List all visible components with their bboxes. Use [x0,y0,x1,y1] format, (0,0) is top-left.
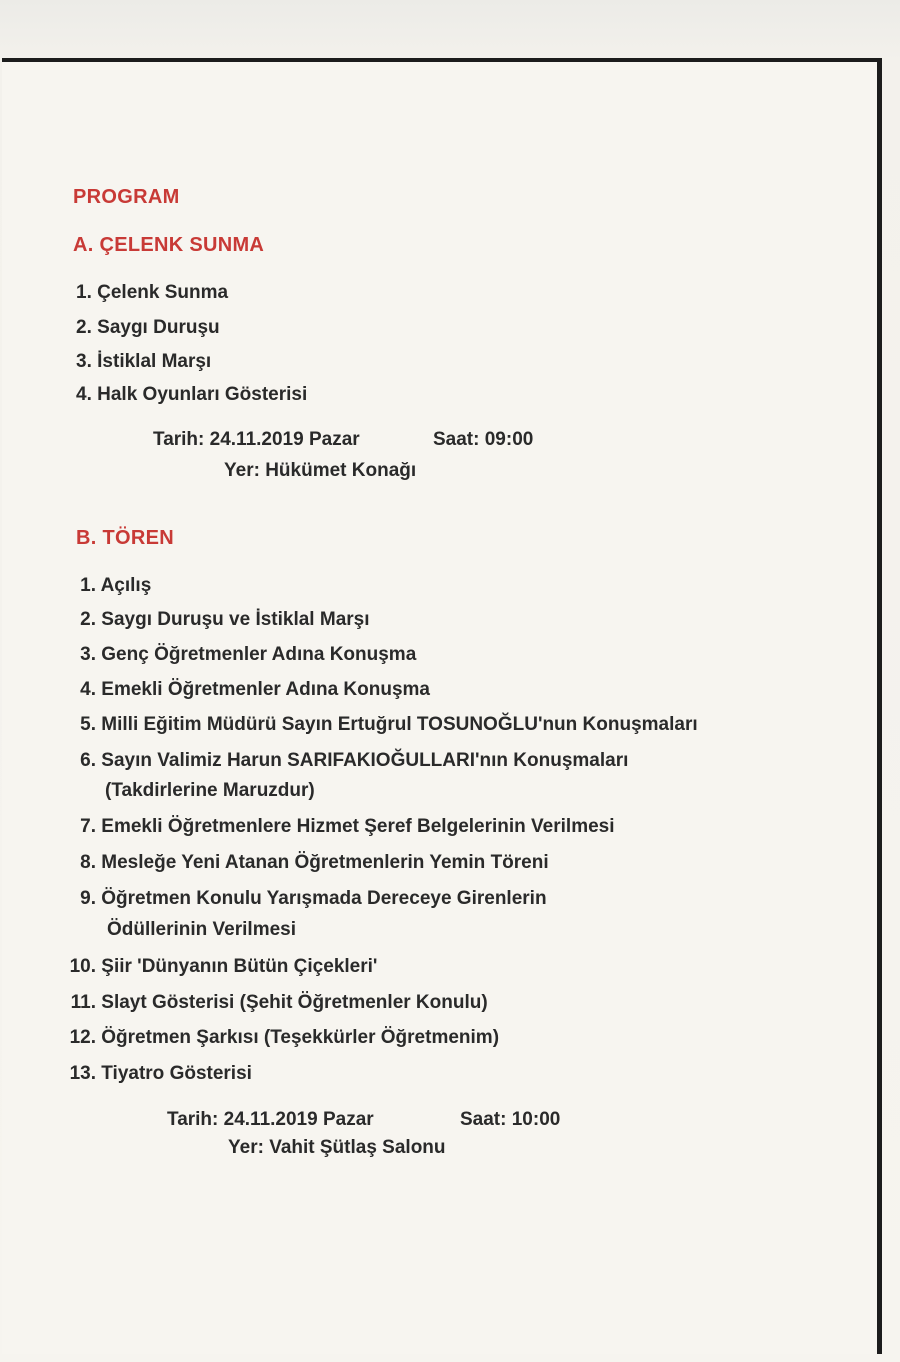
section-b-item-9: 9. Öğretmen Konulu Yarışmada Dereceye Girenlerin [80,888,547,909]
section-b-item-8: 8. Mesleğe Yeni Atanan Öğretmenlerin Yemin Töreni [80,852,549,873]
section-a-venue: Yer: Hükümet Konağı [224,460,417,481]
section-b-venue: Yer: Vahit Şütlaş Salonu [228,1137,446,1158]
section-b-item-10: 10. Şiir 'Dünyanın Bütün Çiçekleri' [69,956,378,977]
section-b-date: Tarih: 24.11.2019 Pazar [167,1109,374,1130]
section-b-item-13: 13. Tiyatro Gösterisi [69,1063,252,1084]
section-b-item-4: 4. Emekli Öğretmenler Adına Konuşma [80,679,430,700]
section-b-item-9-continuation: Ödüllerinin Verilmesi [107,919,297,940]
section-a-date: Tarih: 24.11.2019 Pazar [153,429,360,450]
section-b-time: Saat: 10:00 [460,1109,561,1130]
section-a-time: Saat: 09:00 [433,429,534,450]
section-a-item-1: 1. Çelenk Sunma [76,282,229,303]
section-b-item-12: 12. Öğretmen Şarkısı (Teşekkürler Öğretmenim) [69,1027,500,1048]
section-b-item-6: 6. Sayın Valimiz Harun SARIFAKIOĞULLARI'nın Konuşmaları [80,750,629,771]
section-b-item-5: 5. Milli Eğitim Müdürü Sayın Ertuğrul TOSUNOĞLU'nun Konuşmaları [80,714,698,735]
section-b-item-3: 3. Genç Öğretmenler Adına Konuşma [80,644,417,665]
section-b-item-7: 7. Emekli Öğretmenlere Hizmet Şeref Belgelerinin Verilmesi [80,816,615,837]
program-title: PROGRAM [73,186,180,208]
section-b-heading: B. TÖREN [76,527,174,549]
section-a-item-3: 3. İstiklal Marşı [76,351,212,372]
section-b-item-2: 2. Saygı Duruşu ve İstiklal Marşı [80,609,370,630]
section-b-item-1: 1. Açılış [80,575,152,596]
section-a-heading: A. ÇELENK SUNMA [73,234,265,256]
section-a-item-2: 2. Saygı Duruşu [76,317,220,338]
section-b-item-11: 11. Slayt Gösterisi (Şehit Öğretmenler Konulu) [70,992,488,1013]
section-a-item-4: 4. Halk Oyunları Gösterisi [76,384,308,405]
section-b-item-6-continuation: (Takdirlerine Maruzdur) [105,780,315,801]
